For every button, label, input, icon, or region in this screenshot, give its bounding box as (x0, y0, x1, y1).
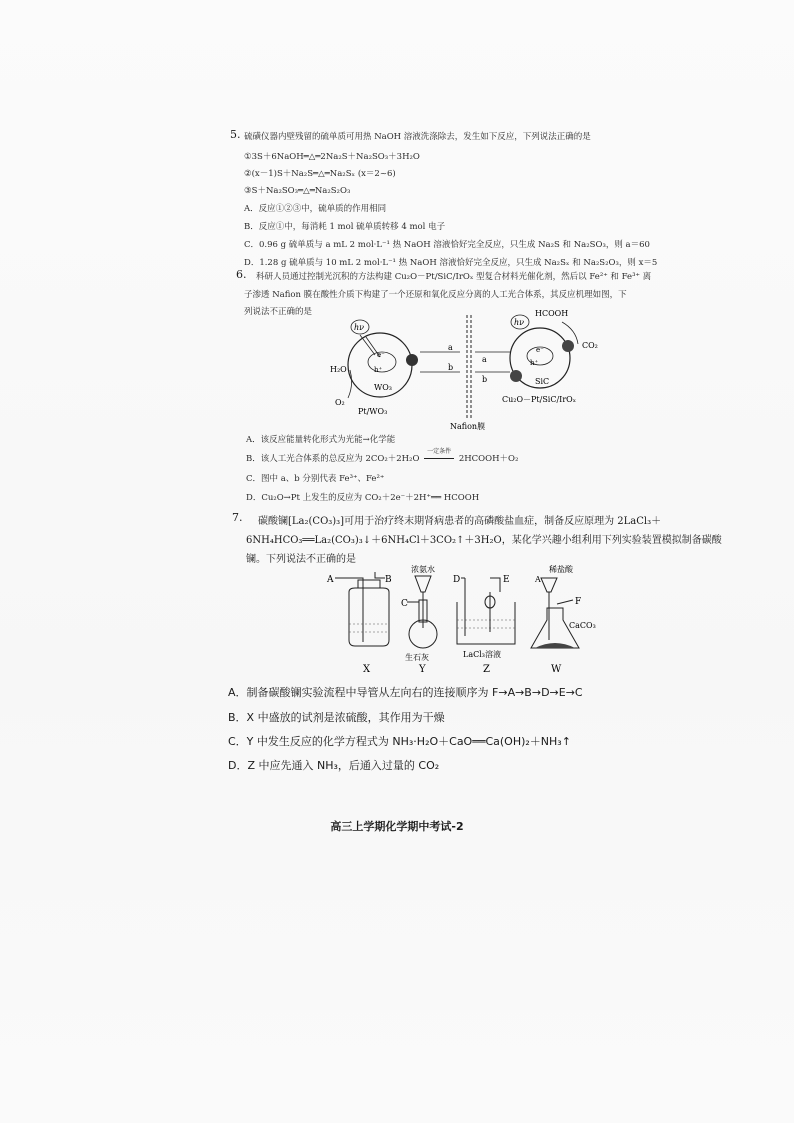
sic-label: SiC (535, 377, 550, 386)
label-z: Z (483, 664, 490, 675)
stem-line-3: 列说法不正确的是 (244, 307, 313, 317)
option-d: D．Z 中应先通入 NH₃，后通入过量的 CO₂ (228, 759, 440, 772)
option-d: D．Cu₂O→Pt 上发生的反应为 CO₂＋2e⁻＋2H⁺══ HCOOH (246, 493, 480, 503)
label-x: X (363, 664, 371, 675)
hole-label-left: h⁺ (374, 366, 383, 374)
apparatus-z (453, 575, 515, 675)
hv-label-right: hν (514, 318, 525, 327)
pt-wo3-label: Pt/WO₃ (358, 407, 388, 416)
apparatus-x (326, 572, 392, 675)
question-stem: 硫磺仪器内壁残留的硫单质可用热 NaOH 溶液洗涤除去，发生如下反应，下列说法正确的是 (244, 132, 591, 142)
cu2o-cocatalyst (562, 340, 574, 352)
lacl3-label: LaCl₃溶液 (463, 650, 501, 659)
hcl-label: 稀盐酸 (549, 565, 573, 574)
port-a: A (327, 575, 334, 585)
port-e: E (503, 575, 510, 585)
stem-line-1: 碳酸镧[La₂(CO₃)₃]可用于治疗终末期肾病患者的高磷酸盐血症，制备反应原理为 2LaCl₃＋ (258, 516, 662, 527)
option-c: C．0.96 g 硫单质与 a mL 2 mol·L⁻¹ 热 NaOH 溶液恰好完全反应，只生成 Na₂S 和 Na₂SO₃，则 a＝60 (244, 240, 650, 250)
co2-label: CO₂ (582, 341, 598, 350)
port-a-top-w: A (535, 575, 541, 584)
stem-line-2: 子渗透 Nafion 膜在酸性介质下构建了一个还原和氧化反应分离的人工光合体系，其反应机理如图，下 (244, 290, 627, 300)
apparatus-y (401, 564, 437, 675)
port-d: D (453, 575, 461, 585)
option-b: B．反应①中，每消耗 1 mol 硫单质转移 4 mol 电子 (244, 222, 446, 232)
option-b: B．该人工光合体系的总反应为 2CO₂＋2H₂O 一定条件 2HCOOH＋O₂ (246, 448, 519, 464)
b-label-left: b (448, 363, 454, 372)
ammonia-label: 浓氨水 (411, 565, 435, 574)
o2-label: O₂ (335, 398, 345, 407)
option-c: C．图中 a、b 分别代表 Fe³⁺、Fe²⁺ (246, 474, 385, 484)
option-d: D．1.28 g 硫单质与 10 mL 2 mol·L⁻¹ 热 NaOH 溶液恰好完全反应，只生成 Na₂Sₓ 和 Na₂S₂O₃，则 x＝5 (244, 258, 658, 268)
port-c: C (401, 599, 408, 609)
stem-line-3: 镧。下列说法不正确的是 (246, 554, 356, 565)
h2o-label: H₂O (330, 365, 347, 374)
electron-label-right: e⁻ (536, 346, 544, 354)
photocatalysis-diagram (330, 310, 600, 430)
question-number: 7. (232, 511, 243, 524)
apparatus-diagram (325, 562, 605, 680)
pt-cocatalyst-left (406, 354, 418, 366)
a-label-left: a (448, 343, 453, 352)
irox-cocatalyst (510, 370, 522, 382)
lime-label: 生石灰 (405, 653, 429, 662)
label-y: Y (419, 664, 426, 675)
stem-line-2: 6NH₄HCO₃══La₂(CO₃)₃↓＋6NH₄Cl＋3CO₂↑＋3H₂O，某化学兴趣小组利用下列实验装置模拟制备碳酸 (246, 535, 722, 546)
apparatus-w (531, 564, 596, 675)
wo3-label: WO₃ (374, 383, 392, 392)
question-number: 5. (230, 128, 241, 141)
option-a: A．该反应能量转化形式为光能→化学能 (246, 435, 396, 445)
caco3-label: CaCO₃ (569, 621, 596, 630)
port-f: F (575, 597, 582, 607)
electron-label-left: e⁻ (377, 351, 385, 359)
port-b: B (385, 575, 392, 585)
condition-label: 一定条件 (427, 448, 452, 455)
cu2o-pt-sic-irox-label: Cu₂O－Pt/SiC/IrOₓ (502, 395, 577, 404)
page-footer: 高三上学期化学期中考试-2 (330, 820, 464, 833)
label-w: W (551, 664, 562, 675)
hcooh-label: HCOOH (535, 310, 569, 318)
option-c: C．Y 中发生反应的化学方程式为 NH₃·H₂O＋CaO══Ca(OH)₂＋NH₃↑ (228, 735, 571, 748)
reaction-1: ①3S＋6NaOH═△═2Na₂S＋Na₂SO₃＋3H₂O (244, 152, 420, 162)
b-label-right: b (482, 375, 488, 384)
option-a: A．反应①②③中，硫单质的作用相同 (244, 204, 387, 214)
option-b: B．X 中盛放的试剂是浓硫酸，其作用为干燥 (228, 711, 445, 724)
reaction-2: ②(x－1)S＋Na₂S═△═Na₂Sₓ (x＝2~6) (244, 169, 396, 179)
hole-label-right: h⁺ (530, 359, 539, 367)
a-label-right: a (482, 355, 487, 364)
option-a: A．制备碳酸镧实验流程中导管从左向右的连接顺序为 F→A→B→D→E→C (228, 686, 583, 699)
hv-label-left: hν (354, 323, 365, 332)
nafion-label: Nafion膜 (450, 422, 486, 430)
stem-line-1: 科研人员通过控制光沉积的方法构建 Cu₂O－Pt/SiC/IrOₓ 型复合材料光催化剂，然后以 Fe²⁺ 和 Fe³⁺ 离 (256, 272, 652, 282)
reaction-3: ③S＋Na₂SO₃═△═Na₂S₂O₃ (244, 186, 351, 196)
question-number: 6. (236, 268, 247, 281)
